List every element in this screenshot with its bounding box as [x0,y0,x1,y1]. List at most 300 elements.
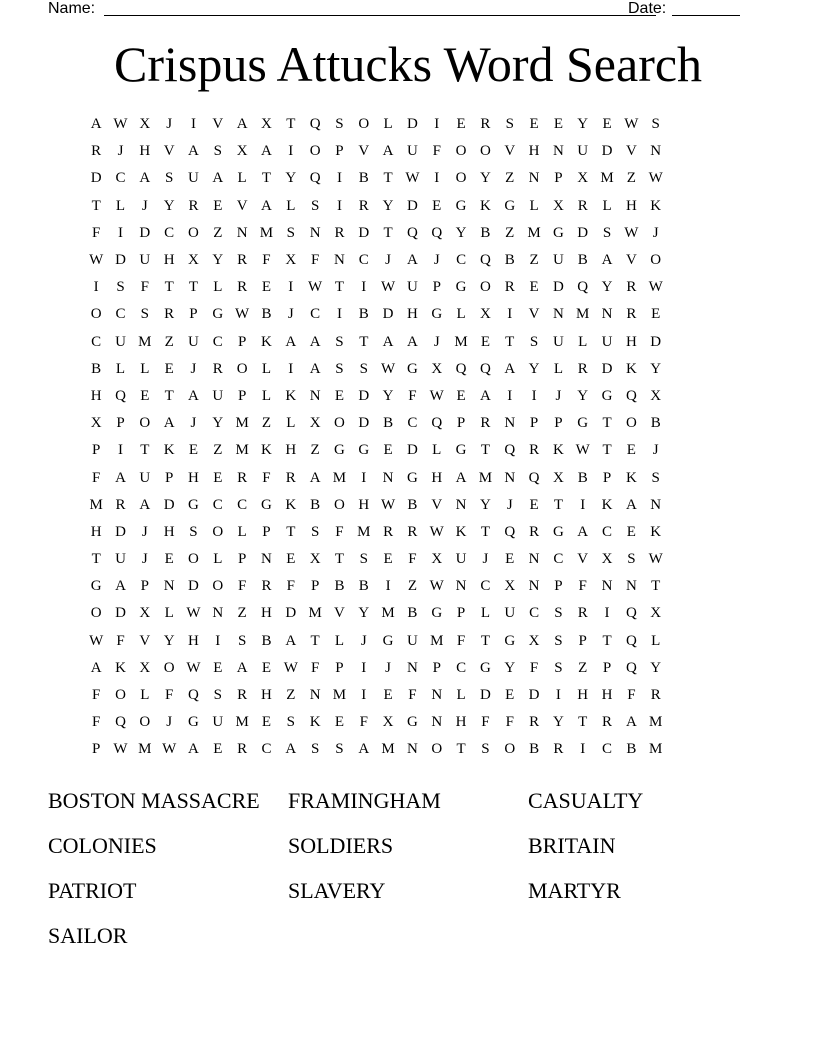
grid-letter: D [115,605,126,622]
grid-letter: N [261,551,272,568]
grid-letter: Z [213,224,223,241]
grid-letter: A [188,741,199,758]
grid-letter: I [215,632,221,649]
page-title: Crispus Attucks Word Search [113,36,703,92]
grid-row [84,193,668,220]
grid-letter: R [358,197,369,214]
grid-letter: G [358,442,370,459]
grid-letter: S [554,605,563,622]
grid-letter: B [504,252,515,269]
grid-letter: U [577,143,589,160]
grid-row [84,709,668,736]
grid-letter: E [140,387,150,404]
grid-letter: R [237,687,248,704]
grid-letter: A [188,387,199,404]
grid-letter: G [552,523,564,540]
grid-letter: Z [310,442,320,459]
grid-letter: R [480,116,491,133]
grid-letter: Q [528,469,540,486]
grid-letter: F [91,469,101,486]
grid-letter: N [382,469,394,486]
grid-letter: I [361,469,367,486]
grid-letter: N [431,687,443,704]
grid-letter: Q [188,687,199,704]
grid-letter: M [527,224,541,241]
grid-letter: A [90,116,102,133]
header-row [48,0,740,20]
grid-letter: N [309,224,321,241]
grid-letter: V [212,116,224,133]
grid-letter: X [552,469,564,486]
grid-letter: E [505,687,515,704]
grid-letter: K [455,523,467,540]
grid-letter: N [431,714,443,731]
grid-letter: R [188,197,199,214]
word-list-item: COLONIES [48,833,157,858]
grid-letter: V [504,143,516,160]
grid-letter: T [261,170,272,187]
grid-letter: W [89,632,104,649]
grid-letter: M [576,306,590,323]
grid-letter: F [164,687,174,704]
grid-letter: B [358,578,369,595]
grid-letter: H [407,306,418,323]
grid-letter: M [235,415,249,432]
grid-letter: Y [479,170,491,187]
grid-letter: O [455,143,467,160]
grid-letter: I [507,306,513,323]
grid-letter: Z [286,687,296,704]
grid-letter: E [480,333,490,350]
grid-letter: X [650,605,662,622]
grid-letter: X [552,197,564,214]
grid-letter: K [552,442,564,459]
grid-letter: S [505,116,514,133]
grid-letter: T [602,442,612,459]
grid-letter: U [407,279,418,296]
grid-row [84,600,668,627]
grid-letter: P [456,605,466,622]
grid-letter: M [332,687,347,704]
grid-letter: Q [431,415,443,432]
grid-letter: C [456,659,467,676]
grid-letter: W [624,224,639,241]
grid-letter: Y [212,415,224,432]
grid-letter: E [261,279,272,296]
grid-letter: A [115,578,126,595]
grid-letter: E [213,197,223,214]
grid-letter: U [115,551,126,568]
grid-letter: I [361,279,367,296]
grid-letter: I [361,687,367,704]
grid-letter: I [288,360,294,377]
grid-letter: P [602,469,612,486]
grid-letter: L [456,306,466,323]
grid-letter: R [553,741,564,758]
date-blank-line[interactable] [672,15,740,16]
grid-letter: J [506,496,513,513]
grid-letter: O [236,360,248,377]
grid-letter: S [335,116,344,133]
grid-letter: O [188,224,199,241]
grid-letter: D [115,252,126,269]
grid-letter: E [383,687,393,704]
grid-letter: I [507,387,513,404]
grid-letter: S [359,360,368,377]
grid-letter: A [115,469,126,486]
grid-letter: R [577,360,588,377]
grid-letter: C [529,605,540,622]
grid-letter: K [115,659,126,676]
grid-letter: G [455,279,467,296]
grid-letter: D [285,605,297,622]
grid-letter: X [479,306,491,323]
grid-letter: E [164,360,174,377]
word-list-item: BOSTON MASSACRE [48,788,260,813]
grid-letter: E [529,279,539,296]
grid-letter: B [577,252,588,269]
grid-letter: C [553,551,564,568]
grid-letter: Z [626,170,636,187]
grid-letter: A [625,496,637,513]
grid-letter: M [357,523,371,540]
grid-letter: D [188,578,199,595]
grid-letter: P [91,741,101,758]
grid-letter: B [334,578,345,595]
grid-letter: Y [650,360,662,377]
grid-letter: V [625,252,637,269]
grid-letter: C [407,415,418,432]
grid-letter: S [602,224,612,241]
grid-letter: F [91,224,101,241]
grid-letter: N [504,469,516,486]
grid-letter: A [309,360,321,377]
grid-letter: O [358,116,370,133]
grid-letter: C [212,496,223,513]
grid-letter: B [529,741,540,758]
grid-letter: W [113,116,128,133]
grid-letter: U [407,143,418,160]
grid-letter: E [553,116,563,133]
grid-letter: U [455,551,467,568]
grid-letter: T [480,523,490,540]
grid-letter: N [528,170,540,187]
grid-letter: O [504,741,516,758]
grid-letter: U [212,714,224,731]
grid-letter: N [601,578,613,595]
grid-letter: S [310,741,320,758]
grid-letter: L [115,360,126,377]
grid-letter: Q [309,116,321,133]
grid-letter: W [186,605,201,622]
word-list-item: BRITAIN [528,833,616,858]
grid-letter: O [90,306,102,323]
grid-letter: T [553,496,563,513]
grid-letter: L [456,687,466,704]
grid-letter: D [358,387,370,404]
grid-letter: O [334,415,345,432]
grid-row [84,247,668,274]
grid-letter: I [555,687,561,704]
grid-letter: Y [504,659,516,676]
grid-letter: K [261,442,272,459]
grid-letter: C [115,306,126,323]
grid-letter: R [529,714,540,731]
grid-letter: P [310,578,320,595]
grid-letter: F [456,632,466,649]
grid-row [84,410,668,437]
grid-letter: Y [163,632,175,649]
grid-letter: T [286,523,296,540]
grid-letter: K [285,387,297,404]
grid-letter: V [528,306,540,323]
grid-letter: S [651,116,660,133]
grid-letter: L [286,197,296,214]
grid-letter: J [190,360,197,377]
grid-letter: X [577,170,589,187]
grid-letter: I [434,170,440,187]
grid-letter: E [334,714,345,731]
grid-letter: E [456,116,466,133]
grid-letter: D [479,687,491,704]
grid-letter: W [381,496,396,513]
grid-letter: A [261,143,272,160]
grid-letter: U [601,333,613,350]
grid-letter: T [480,442,490,459]
grid-letter: W [186,659,201,676]
grid-letter: A [601,252,613,269]
grid-letter: R [237,469,248,486]
grid-letter: F [262,469,271,486]
grid-letter: X [309,551,321,568]
word-list-item: FRAMINGHAM [288,788,441,813]
grid-letter: I [117,224,123,241]
grid-letter: E [505,551,515,568]
grid-letter: B [358,306,369,323]
grid-letter: I [117,442,123,459]
grid-letter: U [139,469,151,486]
grid-letter: A [309,333,321,350]
grid-letter: O [139,415,151,432]
grid-letter: O [212,578,224,595]
grid-letter: U [188,170,199,187]
grid-letter: S [359,551,368,568]
grid-letter: T [310,632,320,649]
grid-row [84,220,668,247]
grid-letter: D [358,224,370,241]
grid-letter: G [504,197,516,214]
grid-letter: H [261,687,272,704]
grid-letter: N [552,143,564,160]
grid-letter: N [650,496,662,513]
grid-letter: Y [650,659,662,676]
grid-letter: N [455,496,467,513]
grid-letter: R [626,306,637,323]
grid-letter: W [429,387,444,404]
grid-letter: G [504,632,516,649]
grid-letter: P [164,469,174,486]
grid-letter: U [212,387,224,404]
grid-letter: A [479,387,491,404]
grid-letter: H [261,605,272,622]
grid-letter: P [554,415,563,432]
grid-letter: B [407,496,418,513]
grid-row [84,573,668,600]
word-list-item: SLAVERY [288,878,386,903]
grid-letter: W [429,523,444,540]
grid-letter: W [235,306,250,323]
grid-letter: N [504,415,516,432]
grid-letter: Q [625,605,637,622]
grid-letter: R [237,252,248,269]
grid-letter: B [383,415,394,432]
grid-letter: S [335,333,344,350]
grid-letter: G [431,605,443,622]
grid-letter: S [237,632,247,649]
grid-letter: L [480,605,490,622]
grid-letter: W [381,360,396,377]
grid-letter: P [140,578,149,595]
grid-letter: D [163,496,175,513]
grid-letter: V [431,496,443,513]
grid-letter: T [359,333,369,350]
grid-letter: E [383,442,393,459]
grid-letter: E [334,387,345,404]
grid-letter: X [236,143,248,160]
grid-row [84,655,668,682]
grid-letter: N [212,605,224,622]
grid-letter: Z [213,442,223,459]
grid-letter: L [286,415,296,432]
grid-letter: X [139,116,151,133]
grid-letter: A [285,333,297,350]
grid-letter: Q [504,523,516,540]
grid-letter: J [141,523,148,540]
grid-letter: W [624,116,639,133]
grid-letter: G [212,306,224,323]
grid-letter: E [432,197,442,214]
grid-letter: A [285,632,297,649]
grid-letter: M [600,170,614,187]
grid-letter: H [139,143,151,160]
grid-letter: O [431,741,443,758]
grid-letter: F [505,714,514,731]
grid-letter: K [479,197,491,214]
grid-letter: B [480,224,491,241]
grid-letter: P [237,387,247,404]
grid-letter: Q [479,252,491,269]
grid-letter: E [213,469,223,486]
grid-letter: I [288,143,294,160]
grid-letter: Q [309,170,321,187]
grid-letter: G [261,496,272,513]
grid-letter: X [504,578,516,595]
grid-letter: U [504,605,516,622]
grid-letter: M [649,741,663,758]
grid-letter: G [455,442,467,459]
letter-grid [84,111,668,764]
grid-letter: P [432,659,441,676]
grid-letter: O [115,687,126,704]
word-list-item: PATRIOT [48,878,137,903]
grid-letter: N [334,252,345,269]
grid-letter: R [237,741,248,758]
name-blank-line[interactable] [104,15,656,16]
grid-letter: I [361,659,367,676]
grid-letter: Z [164,333,174,350]
grid-letter: L [529,197,539,214]
grid-letter: A [309,469,321,486]
grid-letter: C [480,578,491,595]
grid-letter: R [504,279,515,296]
grid-letter: P [116,415,125,432]
grid-letter: L [334,632,345,649]
grid-letter: A [577,523,589,540]
grid-letter: E [626,442,636,459]
grid-letter: D [139,224,151,241]
grid-letter: L [115,197,126,214]
grid-letter: X [650,387,662,404]
grid-letter: F [481,714,490,731]
grid-letter: U [188,333,199,350]
grid-letter: S [554,632,563,649]
grid-letter: Q [431,224,443,241]
grid-letter: M [381,741,395,758]
grid-letter: S [481,741,490,758]
grid-letter: W [648,551,663,568]
grid-letter: K [625,469,637,486]
grid-letter: R [164,306,175,323]
grid-letter: T [578,714,588,731]
grid-letter: H [455,714,467,731]
grid-letter: L [578,333,588,350]
grid-letter: U [552,333,564,350]
grid-letter: N [528,551,540,568]
grid-letter: L [237,523,247,540]
grid-letter: Y [528,360,540,377]
grid-letter: E [286,551,296,568]
grid-row [84,138,668,165]
grid-letter: H [601,687,613,704]
grid-letter: C [358,252,369,269]
grid-letter: A [455,469,467,486]
grid-letter: C [164,224,175,241]
grid-letter: I [288,279,294,296]
grid-letter: M [138,741,152,758]
grid-letter: F [335,523,344,540]
grid-row [84,628,668,655]
grid-letter: Z [237,605,247,622]
grid-letter: T [140,442,150,459]
grid-letter: M [235,442,249,459]
grid-letter: K [285,496,297,513]
grid-letter: P [554,578,563,595]
grid-letter: Y [455,224,467,241]
grid-letter: S [310,197,320,214]
grid-letter: K [163,442,175,459]
grid-letter: A [625,714,637,731]
grid-letter: M [259,224,274,241]
grid-letter: G [479,659,491,676]
grid-letter: M [89,496,103,513]
grid-letter: X [139,605,151,622]
grid-letter: N [650,143,662,160]
grid-letter: X [90,415,102,432]
grid-letter: H [358,496,370,513]
grid-letter: L [140,687,150,704]
grid-letter: J [433,252,440,269]
grid-letter: F [237,578,247,595]
